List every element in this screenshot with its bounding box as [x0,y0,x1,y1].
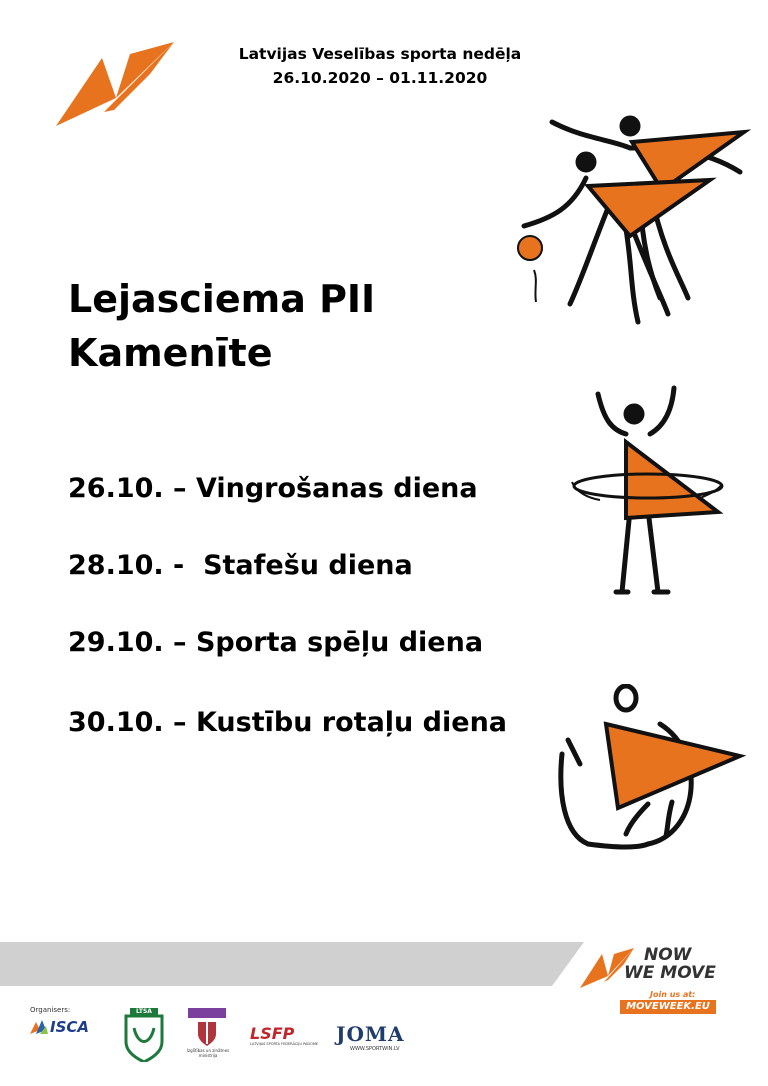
joma-logo [336,1022,426,1056]
ltsa-text: LTSA [136,1008,152,1015]
joma-subtitle: WWW.SPORTWIN.LV [350,1046,400,1052]
schedule-item-3: 29.10. – Sporta spēļu diena [68,627,484,658]
title-line-1: Lejasciema PII [68,277,376,321]
event-header [180,42,580,90]
schedule-item-2: 28.10. - Stafešu diena [68,550,413,581]
organisers-label: Organisers: [30,1006,71,1014]
jump-rope-illustration [548,684,748,860]
ministry-logo [186,1008,230,1068]
moveweek-url[interactable]: MOVEWEEK.EU [620,1000,716,1014]
ltsa-shield-icon [124,1008,164,1062]
we-move-label: WE MOVE [624,963,716,983]
figures-with-ball-illustration [512,108,756,330]
ministry-text: Izglītības un zinātnes ministrija [186,1048,230,1058]
moveweek-logo-icon [54,40,178,128]
event-dates: 26.10.2020 – 01.11.2020 [272,69,488,87]
lsfp-logo [250,1024,324,1048]
lsfp-text: LSFP [250,1024,295,1043]
hula-hoop-illustration [568,380,728,600]
title-line-2: Kamenīte [68,331,273,375]
now-label: NOW [644,945,692,965]
schedule-item-4: 30.10. – Kustību rotaļu diena [68,707,508,738]
lsfp-subtitle: LATVIJAS SPORTA FEDERĀCIJU PADOME [250,1042,319,1046]
isca-text: ISCA [50,1018,90,1036]
now-we-move-logo [580,938,740,1018]
ltsa-logo [124,1008,164,1062]
ministry-bar [188,1008,226,1018]
joma-text: JOMA [336,1022,405,1046]
isca-logo [30,1016,104,1040]
coat-of-arms-icon [194,1020,220,1046]
page-title [68,272,375,380]
join-us-label: Join us at: [650,990,696,999]
event-title: Latvijas Veselības sporta nedēļa [238,45,522,63]
isca-mark-icon [30,1018,48,1036]
schedule-item-1: 26.10. – Vingrošanas diena [68,473,478,504]
